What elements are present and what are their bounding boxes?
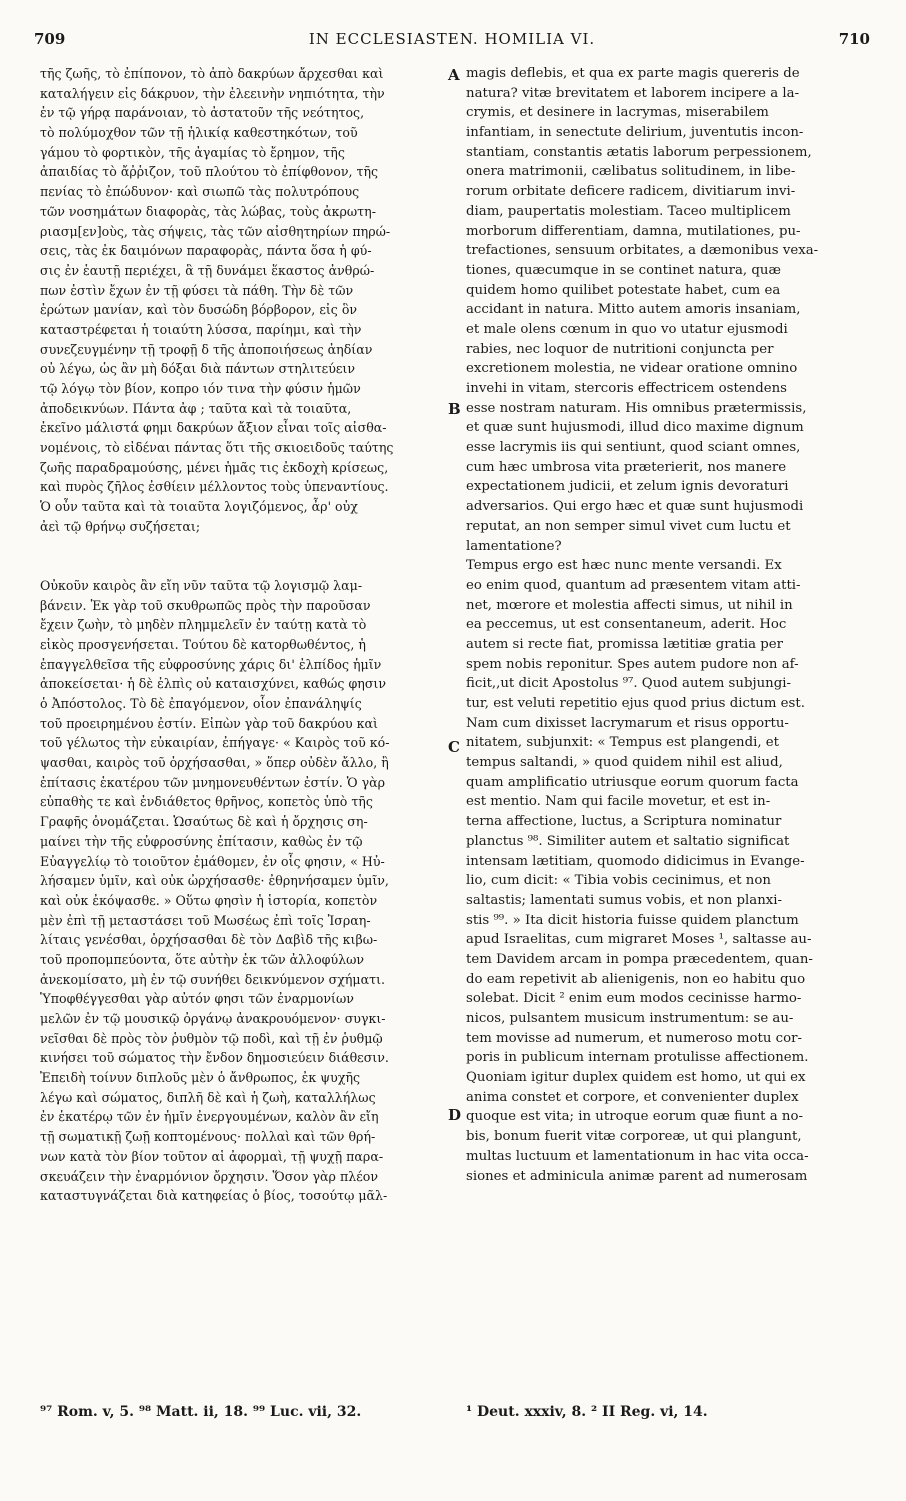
latin-text-line: esse lacrymis iis qui sentiunt, quod sciant omnes, bbox=[466, 440, 801, 456]
greek-text-line: ἐπίτασις ἑκατέρου τῶν μνημονευθέντων ἐστίν. Ὁ γὰρ bbox=[40, 774, 386, 790]
latin-text-line: tem Davidem arcam in pompa præcedentem, quan- bbox=[466, 951, 813, 967]
latin-text-line: est mentio. Nam qui facile movetur, et est in- bbox=[466, 794, 771, 810]
greek-text-line: ἐν τῷ γήρᾳ παράνοιαν, τὸ ἀστατοῦν τῆς νεότητος, bbox=[40, 105, 365, 121]
latin-text-line: net, mœrore et molestia affecti simus, ut nihil in bbox=[466, 597, 793, 613]
latin-text-line: rabies, nec loquor de nutritioni conjuncta per bbox=[466, 341, 774, 357]
greek-text-line: τῇ σωματικῇ ζωῇ κοπτομένους· πολλαὶ καὶ τῶν θρή- bbox=[40, 1129, 376, 1145]
running-title: IN ECCLESIASTEN. HOMILIA VI. bbox=[308, 30, 596, 48]
greek-text-line: τῆς ζωῆς, τὸ ἐπίπονον, τὸ ἀπὸ δακρύων ἄρχεσθαι καὶ bbox=[40, 66, 384, 81]
latin-text-line: onera matrimonii, cælibatus solitudinem, in libe- bbox=[466, 164, 796, 180]
latin-text-line: lio, cum dicit: « Tibia vobis cecinimus, et non bbox=[466, 873, 771, 889]
latin-text-line: tempus saltandi, » quod quidem nihil est aliud, bbox=[466, 755, 783, 771]
latin-text-line: diam, paupertatis molestiam. Taceo multiplicem bbox=[466, 203, 791, 219]
latin-text-line: saltastis; lamentati sumus vobis, et non planxi- bbox=[466, 892, 783, 908]
greek-text-line: ἐρώτων μανίαν, καὶ τὸν δυσώδη βόρβορον, εἰς ὃν bbox=[40, 302, 358, 318]
latin-text-line: expectationem judicii, et zelum ignis devoraturi bbox=[466, 479, 789, 495]
greek-text-line: ἐν ἑκατέρῳ τῶν ἐν ἡμῖν ἐνεργουμένων, καλὸν ἂν εἴη bbox=[40, 1109, 379, 1125]
latin-text-line: quoque est vita; in utroque eorum quæ fiunt a no- bbox=[466, 1109, 803, 1125]
latin-text-line: Nam cum dixisset lacrymarum et risus opportu- bbox=[466, 715, 789, 731]
greek-text-line: λίταις γενέσθαι, ὀρχήσασθαι δὲ τὸν Δαβὶδ τῆς κιβω- bbox=[40, 932, 378, 948]
latin-text-line: reputat, an non semper simul vivet cum luctu et bbox=[466, 518, 791, 534]
greek-text-line: τοῦ προειρημένου ἐστίν. Εἰπὼν γὰρ τοῦ δακρύου καὶ bbox=[40, 715, 378, 731]
greek-text-line: βάνειν. Ἐκ γὰρ τοῦ σκυθρωπῶς πρὸς τὴν παροῦσαν bbox=[40, 597, 371, 613]
latin-text-line: terna affectione, luctus, a Scriptura nominatur bbox=[466, 814, 782, 830]
greek-text-line: ἀνεκομίσατο, μὴ ἐν τῷ συνήθει δεικνύμενον σχήματι. bbox=[40, 971, 386, 987]
latin-text-line: morborum differentiam, damna, mutilationes, pu- bbox=[466, 223, 801, 239]
page-number-right: 710 bbox=[838, 30, 870, 48]
latin-text-line: infantiam, in senectute delirium, juventutis incon- bbox=[466, 125, 804, 141]
greek-text-line: πων ἐστὶν ἔχων ἐν τῇ φύσει τὰ πάθη. Τὴν δὲ τῶν bbox=[40, 282, 354, 298]
latin-text-line: spem nobis reponitur. Spes autem pudore non af- bbox=[466, 656, 799, 672]
latin-text-line: quam amplificatio utriusque eorum quorum facta bbox=[466, 774, 799, 790]
latin-text-line: trefactiones, sensuum orbitates, a dæmonibus vexa- bbox=[466, 243, 819, 259]
footnotes bbox=[40, 1404, 874, 1426]
greek-text-line bbox=[40, 537, 445, 557]
greek-text-line: ἀεὶ τῷ θρήνῳ συζήσεται; bbox=[40, 518, 201, 534]
greek-text-line: σις ἐν ἑαυτῇ περιέχει, ἃ τῇ δυνάμει ἕκαστος ἀνθρώ- bbox=[40, 262, 375, 278]
latin-text-line: Tempus ergo est hæc nunc mente versandi. Ex bbox=[466, 558, 782, 574]
greek-text-line: λήσαμεν ὑμῖν, καὶ οὐκ ὠρχήσασθε· ἐθρηνήσαμεν ὑμῖν, bbox=[40, 873, 389, 889]
page-header bbox=[34, 30, 870, 54]
footnotes-left: ⁹⁷ Rom. v, 5. ⁹⁸ Matt. ii, 18. ⁹⁹ Luc. vii, 32. bbox=[40, 1404, 362, 1420]
greek-text-line: πενίας τὸ ἐπώδυνον· καὶ σιωπῶ τὰς πολυτρόπους bbox=[40, 184, 360, 200]
greek-text-line: τοῦ γέλωτος τὴν εὐκαιρίαν, ἐπήγαγε· « Καιρὸς τοῦ κό- bbox=[40, 735, 390, 751]
greek-text-line: εὐπαθὴς τε καὶ ἐνδιάθετος θρῆνος, κοπετὸς ὑπὸ τῆς bbox=[40, 794, 373, 810]
greek-text-line: Ὑποφθέγγεσθαι γὰρ αὐτόν φησι τῶν ἐναρμονίων bbox=[40, 991, 354, 1007]
greek-text-line: ἔχειν ζωὴν, τὸ μηδὲν πλημμελεῖν ἐν ταύτῃ κατὰ τὸ bbox=[40, 617, 367, 633]
latin-text-line: stis ⁹⁹. » Ita dicit historia fuisse quidem planctum bbox=[466, 912, 799, 928]
greek-text-line: ἐπαγγελθεῖσα τῆς εὐφροσύνης χάρις δι' ἐλπίδος ἡμῖν bbox=[40, 656, 382, 672]
greek-text-line: καταστρέφεται ἡ τοιαύτη λύσσα, παρίημι, καὶ τὴν bbox=[40, 321, 362, 337]
greek-text-line: νεῖσθαι δὲ πρὸς τὸν ῥυθμὸν τῷ ποδὶ, καὶ τῇ ἐν ῥυθμῷ bbox=[40, 1030, 383, 1046]
greek-text-line: νων κατὰ τὸν βίον τοῦτον αἱ ἀφορμαὶ, τῇ ψυχῇ παρα- bbox=[40, 1148, 384, 1164]
latin-text-line: stantiam, constantis ætatis laborum perpessionem, bbox=[466, 144, 812, 160]
latin-text-line: tem movisse ad numerum, et numeroso motu cor- bbox=[466, 1030, 802, 1046]
latin-text-line: nitatem, subjunxit: « Tempus est plangendi, et bbox=[466, 735, 780, 751]
margin-letter-d: D bbox=[448, 1106, 462, 1124]
greek-text-line: καταλήγειν εἰς δάκρυον, τὴν ἐλεεινὴν νηπιότητα, τὴν bbox=[40, 85, 385, 101]
latin-text-line: ficit,,ut dicit Apostolus ⁹⁷. Quod autem subjungi- bbox=[466, 676, 791, 692]
latin-text-line: multas luctuum et lamentationum in hac vita occa- bbox=[466, 1148, 809, 1164]
latin-text-line: invehi in vitam, stercoris effectricem ostendens bbox=[466, 381, 787, 396]
latin-text-line: apud Israelitas, cum migraret Moses ¹, saltasse au- bbox=[466, 932, 812, 948]
latin-text-line: ea peccemus, ut est consentaneum, aderit. Hoc bbox=[466, 617, 787, 633]
greek-text-line: λέγω καὶ σώματος, διπλῆ δὲ καὶ ἡ ζωὴ, καταλλήλως bbox=[40, 1089, 376, 1105]
latin-text-line: nicos, pulsantem musicum instrumentum: se au- bbox=[466, 1011, 794, 1026]
greek-text-line: ἀποδεικνύων. Πάντα ἀφ ; ταῦτα καὶ τὰ τοιαῦτα, bbox=[40, 400, 352, 416]
latin-text-line: cum hæc umbrosa vita præterierit, nos manere bbox=[466, 459, 787, 475]
latin-text-line: bis, bonum fuerit vitæ corporeæ, ut qui plangunt, bbox=[466, 1129, 802, 1145]
latin-text-line: lamentatione? bbox=[466, 538, 562, 554]
latin-text-line: tiones, quæcumque in se continet natura, quæ bbox=[466, 262, 781, 278]
greek-text-line: κινήσει τοῦ σώματος τὴν ἔνδον δημοσιεύειν διάθεσιν. bbox=[40, 1050, 389, 1066]
footnotes-right: ¹ Deut. xxxiv, 8. ² II Reg. vi, 14. bbox=[466, 1404, 708, 1420]
latin-text-line: accidant in natura. Mitto autem amoris insaniam, bbox=[466, 302, 801, 318]
latin-text-line: siones et adminicula animæ parent ad numerosam bbox=[466, 1168, 808, 1184]
greek-text-line: ἐκεῖνο μάλιστά φημι δακρύων ἄξιον εἶναι τοῖς αἰσθα- bbox=[40, 420, 387, 436]
greek-text-line: νομένοις, τὸ εἰδέναι πάντας ὅτι τῆς σκιοειδοῦς ταύτης bbox=[40, 440, 394, 456]
greek-text-line: ριασμ[εν]οὺς, τὰς σήψεις, τὰς τῶν αἰσθητηρίων πηρώ- bbox=[40, 223, 391, 239]
greek-text-line: μὲν ἐπὶ τῇ μεταστάσει τοῦ Μωσέως ἐπὶ τοῖς Ἰσραη- bbox=[40, 912, 371, 928]
latin-text-line: do eam repetivit ab alienigenis, non eo habitu quo bbox=[466, 971, 806, 987]
greek-text-column bbox=[40, 64, 445, 1384]
margin-letter-b: B bbox=[448, 400, 461, 418]
greek-text-line: καταστυγνάζεται διὰ κατηφείας ὁ βίος, τοσούτῳ μᾶλ- bbox=[40, 1188, 388, 1204]
greek-text-line: καὶ πυρὸς ζῆλος ἐσθίειν μέλλοντος τοὺς ὑπεναντίους. bbox=[40, 479, 389, 495]
greek-text-line: συνεζευγμένην τῇ τροφῇ δ τῆς ἀποποιήσεως ἀηδίαν bbox=[40, 341, 373, 357]
greek-text-line: τοῦ προπομπεύοντα, ὅτε αὐτὴν ἐκ τῶν ἀλλοφύλων bbox=[40, 951, 365, 967]
greek-text-line: ψασθαι, καιρὸς τοῦ ὀρχήσασθαι, » ὅπερ οὐδὲν ἄλλο, ἢ bbox=[40, 755, 389, 771]
greek-text-line: Εὐαγγελίῳ τὸ τοιοῦτον ἐμάθομεν, ἐν οἷς φησιν, « Ηὐ- bbox=[40, 853, 385, 869]
greek-text-line: οὐ λέγω, ὡς ἂν μὴ δόξαι διὰ πάντων στηλιτεύειν bbox=[40, 361, 355, 377]
latin-text-line: excretionem molestia, ne videar oratione omnino bbox=[466, 361, 798, 377]
greek-text-line: Γραφῆς ὀνομάζεται. Ὡσαύτως δὲ καὶ ἡ ὄρχησις ση- bbox=[40, 814, 368, 830]
latin-text-line: poris in publicum internam protulisse affectionem. bbox=[466, 1050, 809, 1066]
latin-text-line: esse nostram naturam. His omnibus prætermissis, bbox=[466, 400, 807, 416]
greek-text-line: τῶν νοσημάτων διαφορὰς, τὰς λώβας, τοὺς ἀκρωτη- bbox=[40, 203, 376, 219]
greek-text-line: καὶ οὐκ ἐκόψασθε. » Οὕτω φησὶν ἡ ἱστορία, κοπετὸν bbox=[40, 892, 378, 908]
latin-text-line: eo enim quod, quantum ad præsentem vitam atti- bbox=[466, 577, 801, 593]
latin-text-line: crymis, et desinere in lacrymas, miserabilem bbox=[466, 105, 769, 121]
latin-text-line: rorum orbitate deficere radicem, divitiarum invi- bbox=[466, 184, 796, 200]
latin-text-line: adversarios. Qui ergo hæc et quæ sunt hujusmodi bbox=[466, 499, 804, 515]
latin-text-line: autem si recte fiat, promissa lætitiæ gratia per bbox=[466, 636, 784, 652]
greek-text-line: Ὁ οὖν ταῦτα καὶ τὰ τοιαῦτα λογιζόμενος, ἆρ' οὐχ bbox=[40, 499, 358, 515]
greek-text-line: γάμου τὸ φορτικὸν, τῆς ἀγαμίας τὸ ἔρημον, τῆς bbox=[40, 144, 345, 160]
latin-text-line: solebat. Dicit ² enim eum modos cecinisse harmo- bbox=[466, 991, 802, 1007]
greek-text-line: ἀποκείσεται· ἡ δὲ ἐλπὶς οὐ καταισχύνει, καθώς φησιν bbox=[40, 676, 387, 692]
greek-text-line: ἀπαιδίας τὸ ἄῤῥιζον, τοῦ πλούτου τὸ ἐπίφθονον, τῆς bbox=[40, 164, 379, 180]
latin-text-line: quidem homo quilibet potestate habet, cum ea bbox=[466, 282, 781, 298]
margin-letter-c: C bbox=[448, 738, 460, 756]
greek-text-line: ὁ Ἀπόστολος. Τὸ δὲ ἐπαγόμενον, οἷον ἐπανάληψίς bbox=[40, 696, 362, 711]
latin-text-line: magis deflebis, et qua ex parte magis quereris de bbox=[466, 66, 800, 81]
latin-text-line: tur, est veluti repetitio ejus quod prius dictum est. bbox=[466, 696, 805, 711]
latin-text-line: et quæ sunt hujusmodi, illud dico maxime dignum bbox=[466, 420, 804, 436]
margin-letter-a: A bbox=[448, 66, 460, 84]
greek-text-line bbox=[40, 556, 445, 576]
latin-text-line: Quoniam igitur duplex quidem est homo, ut qui ex bbox=[466, 1070, 806, 1086]
greek-text-line: σκευάζειν τὴν ἐναρμόνιον ὄρχησιν. Ὅσον γὰρ πλέον bbox=[40, 1168, 378, 1184]
greek-text-line: εἰκὸς προσγενήσεται. Τούτου δὲ κατορθωθέντος, ἡ bbox=[40, 636, 366, 652]
greek-text-line: ζωῆς παραδραμούσης, μένει ἡμᾶς τις ἐκδοχὴ κρίσεως, bbox=[40, 459, 389, 475]
greek-text-line: τὸ πολύμοχθον τῶν τῇ ἡλικίᾳ καθεστηκότων, τοῦ bbox=[40, 125, 358, 141]
page-number-left: 709 bbox=[34, 30, 66, 48]
greek-text-line: μαίνει τὴν τῆς εὐφροσύνης ἐπίτασιν, καθὼς ἐν τῷ bbox=[40, 833, 363, 849]
greek-text-line: τῷ λόγῳ τὸν βίον, κοπρο ιόν τινα τὴν φύσιν ἡμῶν bbox=[40, 381, 361, 396]
latin-text-line: anima constet et corpore, et convenienter duplex bbox=[466, 1089, 799, 1105]
greek-text-line: Οὐκοῦν καιρὸς ἂν εἴη νῦν ταῦτα τῷ λογισμῷ λαμ- bbox=[40, 577, 363, 593]
latin-text-column bbox=[466, 64, 874, 1384]
greek-text-line: σεις, τὰς ἐκ δαιμόνων παραφορὰς, πάντα ὅσα ἡ φύ- bbox=[40, 243, 372, 259]
latin-text-line: planctus ⁹⁸. Similiter autem et saltatio significat bbox=[466, 833, 790, 849]
latin-text-line: et male olens cœnum in quo vo utatur ejusmodi bbox=[466, 321, 788, 337]
greek-text-line: Ἐπειδὴ τοίνυν διπλοῦς μὲν ὁ ἄνθρωπος, ἐκ ψυχῆς bbox=[40, 1070, 361, 1086]
greek-text-line: μελῶν ἐν τῷ μουσικῷ ὀργάνῳ ἀνακρουόμενον· συγκι- bbox=[40, 1011, 386, 1026]
latin-text-line: intensam lætitiam, quomodo didicimus in Evange- bbox=[466, 853, 805, 869]
latin-text-line: natura? vitæ brevitatem et laborem incipere a la- bbox=[466, 85, 800, 101]
